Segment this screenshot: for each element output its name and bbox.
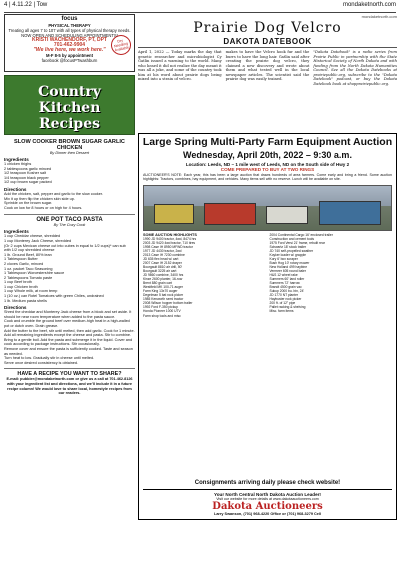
list-item: 2008 Wilson hopper bottom trailer xyxy=(143,301,193,306)
list-item: JD 9860 combine, 3400 hrs xyxy=(143,273,184,278)
ingredient-line: 2 cloves Garlic, minced xyxy=(4,261,44,266)
recipe-2-directions xyxy=(4,310,135,365)
article-title: Prairie Dog Velcro xyxy=(193,20,342,36)
auction-title: Large Spring Multi-Party Farm Equipment Auction xyxy=(142,136,393,148)
list-item: New Holland 499 haybine xyxy=(269,264,308,269)
right-column xyxy=(138,14,397,564)
focus-name: KRISTI WACHENDORF, PT, DPT xyxy=(31,37,107,43)
recipe-1-title: SLOW COOKER BROWN SUGAR GARLIC CHICKEN xyxy=(14,139,125,151)
ingredient-line: (Or 2 cups Mexican cheese cut into cubes in equal to 1/2 cups)* can sub xyxy=(4,243,126,248)
ingredient-line: 1 oz. packet Taco Seasoning xyxy=(4,266,53,271)
list-item: JD 1770 NT planter xyxy=(269,293,299,298)
list-item: 1992 Ford F-350 pickup xyxy=(143,305,179,310)
share-title: HAVE A RECIPE YOU WANT TO SHARE? xyxy=(17,371,122,378)
auction-list-right xyxy=(270,233,393,318)
focus-subtitle: PHYSICAL THERAPY xyxy=(48,23,91,28)
dry-needling-badge: Dry Needling Available xyxy=(109,33,133,57)
direction-line: Add all remaining ingredients except the cheese and pasta. Stir to combine. xyxy=(4,333,132,338)
banner-line-2: Recipes xyxy=(39,116,100,132)
direction-line: Cook on low for 8 hours or on high for 4 hours. xyxy=(4,205,83,210)
recipe-1-directions xyxy=(4,192,135,210)
list-item: Westfield MK 100-71 auger xyxy=(143,285,183,290)
list-item: Kory 6' box scraper xyxy=(269,256,298,261)
list-item: 1990 JD 9400 tractor, 4wd, 8474 hrs xyxy=(143,236,197,241)
article-body xyxy=(138,50,397,130)
auction-leader-line: Your North Central North Dakota Auction Leader! xyxy=(214,491,321,497)
list-item: Koyker loader w/ grapple xyxy=(269,252,306,257)
equipment-image-3 xyxy=(266,206,308,224)
list-item: 1975 Ford Versi 21' frame, rebuilt rear xyxy=(269,240,325,245)
direction-line: Shred the cheddar and Monterey Jack cheese from a block and set aside. It should be near room temperature when added to the pasta sauce. xyxy=(4,310,132,319)
list-item: 200 ft. of 12" pipe xyxy=(269,301,296,306)
direction-line: Remove cover and ensure the pasta is sufficiently cooked. Taste and season as needed. xyxy=(4,347,133,356)
list-item: 1985 Kenworth semi tractor xyxy=(143,297,184,302)
banner-line-1: Country Kitchen xyxy=(38,84,101,116)
country-kitchen-banner xyxy=(4,75,135,135)
list-item: Brandt 4500 grain vac xyxy=(269,285,302,290)
list-item: Farm shop tools and misc xyxy=(143,313,181,318)
list-item: H&S 12 wheel rake xyxy=(269,273,298,278)
direction-line: Bring to a gentle boil. Add the pasta and submerge it in the liquid. Cover and cook according to package instructions. Stir occasionally. xyxy=(4,337,133,347)
recipe-2-directions-label: Directions xyxy=(4,305,27,311)
equipment-image-1 xyxy=(154,204,194,224)
page-header-left: 4 | 4.11.22 | Tow xyxy=(4,2,48,8)
share-recipe-box xyxy=(4,368,135,395)
auction-website[interactable]: Visit our website for more details at www.dakotaauctioneers.com xyxy=(216,496,319,501)
auctioneer-note: AUCTIONEER'S NOTE: Each year, this has been a large auction that draws hundreds of area farmers. Come early and bring a friend. Some auction highlights: Tractors, combines, hay equipment, and vehicles. Many items sell with no reserve. Lunch will be available on site. xyxy=(143,173,392,182)
ingredient-line: 1/2 cup brown sugar packed xyxy=(4,180,52,185)
list-item: Bourgault 3225 air cart xyxy=(143,269,177,274)
share-body: E-mail: pubbier@mondaketnorth.com or give us a call at 701.462.8126 with your ingredient list and directions, and we'll include it in a future recipe column! We would love to share local, homestyle recipes from our readers. xyxy=(6,377,133,396)
list-item: Degelman 5 bat rock picker xyxy=(143,293,184,298)
direction-line: Mix it up then flip the chicken skin side up. xyxy=(4,196,75,201)
article-subtitle: DAKOTA DATEBOOK xyxy=(138,37,397,48)
list-item: Farm King 13x70 auger xyxy=(143,289,178,294)
ingredient-line: with 1/2 cup shredded cheese xyxy=(4,248,55,253)
list-item: Schwartz 18' stock trailer xyxy=(269,244,307,249)
list-item: Bush Hog 10' rotary mower xyxy=(269,260,310,265)
list-item: Bourgault 8810 air drill, 50' xyxy=(143,264,183,269)
ingredient-line: 1 chicken thighs xyxy=(4,162,32,166)
ingredient-line: 1 (10 oz.) can Rotel Tomatoes with green Chiles, undrained xyxy=(4,294,104,299)
recipe-2-ingredients-label: Ingredients xyxy=(4,229,29,235)
article-col-2: makes to have the Velcro hook fur and the burrs to have the long hair. Gatlin said after creating the prairie dog velcro, they claimed a new discovery and wrote about them and what tested well in the local newspaper articles. The scientist said the prairie dog was easily trained. xyxy=(225,50,310,81)
list-item: Brent 880 grain cart xyxy=(143,281,172,286)
focus-pt-ad xyxy=(4,14,135,72)
focus-phone: 701-462-9904 xyxy=(53,42,86,48)
focus-title: focus xyxy=(61,16,78,22)
company-logo: Dakota Auctioneers xyxy=(212,501,323,512)
ingredient-line: 1 cup Beef broth xyxy=(4,280,32,285)
ingredient-line: 1 Tablespoon Butter xyxy=(4,257,38,262)
list-item: 2007 Case IH 2152 draper xyxy=(143,260,182,265)
focus-facebook: facebook @focusPTwashburn xyxy=(41,58,98,63)
equipment-image-4 xyxy=(319,201,381,225)
ingredient-line: 1 lb. Ground Beef, 80% lean xyxy=(4,252,52,257)
direction-line: Turn heat to low. Gradually stir in cheese until melted. xyxy=(4,356,95,361)
list-item: JD 635 flex head w/ cart xyxy=(143,256,179,261)
list-item: Honda Pioneer 1000 UTV xyxy=(143,309,181,314)
ingredient-line: 1 cup Cheddar cheese, shredded xyxy=(4,234,61,239)
auction-location: Location: Leeds, ND – 1 mile west of Leeds, ND on the South side of Hwy 2 xyxy=(185,162,350,167)
list-item: Kinze 2600 planter, 16-row xyxy=(143,277,183,282)
auction-list-left xyxy=(143,233,266,318)
ingredient-line: 1 cup Whole milk, at room temp xyxy=(4,289,58,294)
list-item: 1998 Case IH 8950 MFWD tractor xyxy=(143,244,193,249)
list-item: Summers 72' harrow xyxy=(269,281,300,286)
list-item: Haybuster rock picker xyxy=(269,297,302,302)
ingredient-line: 1 cup Chicken broth xyxy=(4,284,38,289)
auction-ad xyxy=(138,133,397,520)
recipe-1-ingredients-label: Ingredients xyxy=(4,157,29,162)
masthead: mondaketnorth.com xyxy=(361,14,397,19)
ingredient-line: 2 tablespoons garlic minced xyxy=(4,166,52,171)
direction-line: Serve once desired consistency is obtained. xyxy=(4,360,79,365)
focus-hours: Treating all ages 7 to 107 with all types of physical therapy needs. xyxy=(8,28,131,33)
equipment-photo xyxy=(143,185,392,231)
list-item: 1977 JD 4430 tractor, 2wd xyxy=(143,248,182,253)
list-item: Misc. farm items xyxy=(269,309,294,314)
recipe-2-title: ONE POT TACO PASTA xyxy=(4,214,135,223)
ingredient-line: 2 Tablespoons Tomato paste xyxy=(4,275,53,280)
page-header-right: mondaketnorth.com xyxy=(342,2,396,8)
direction-line: Add the chicken, salt, pepper and garlic to the slow cooker. xyxy=(4,191,103,196)
list-item: JD 740 self-propelled swather xyxy=(269,248,314,253)
list-item: Summers 60' land roller xyxy=(269,277,305,282)
company-contact: Larry Swanson, (701) 968-4220 Office or (701) 968-3279 Cell xyxy=(214,512,321,516)
page-header xyxy=(4,2,396,13)
dakota-auctioneers-footer xyxy=(143,489,392,516)
focus-now: NOW OPEN AND SCHEDULING APPOINTMENTS! xyxy=(21,33,118,38)
list-item: Vermeer 605 round baler xyxy=(269,269,306,274)
ingredient-line: 1 Tablespoon Worcestershire sauce xyxy=(4,271,65,276)
recipe-1-byline: By Dinner then Dessert xyxy=(49,151,90,155)
consignments-note: Consignments arriving daily please check website! xyxy=(194,480,341,486)
recipe-2-byline: By The Cozy Cook xyxy=(53,223,86,228)
ingredient-line: 1 lb. Medium pasta shells xyxy=(4,298,47,303)
focus-address: M-F 8-5 by appointment xyxy=(46,53,93,58)
article-col-1: April 1, 2022 — Today marks the day that genetic researcher and microbiologist Cy Gatlin issued a warning to the world. Many who heard it did not realize the day meant it was all a joke, and some of the country took him at his word about prairie dogs being mixed into a strain of velcro. xyxy=(138,50,222,81)
equipment-image-2 xyxy=(204,203,256,225)
direction-line: Add the butter to the beef, stir until melted, then add garlic. Cook for 1 minute. xyxy=(4,328,135,333)
auction-date: Wednesday, April 20th, 2022 – 9:30 a.m. xyxy=(183,150,352,160)
focus-slogan: "We live here, we work here." xyxy=(33,47,106,53)
list-item: 2013 Case IH 7230 combine xyxy=(143,252,185,257)
left-column xyxy=(4,14,135,564)
recipe-1-directions-label: Directions xyxy=(4,186,27,192)
list-item: Sukup 2000 bu. bin, 24' xyxy=(269,289,305,294)
ingredient-line: 1/2 teaspoon Kosher salt xyxy=(4,171,47,176)
ingredient-line: 1 cup Monterey Jack Cheese, shredded xyxy=(4,238,72,243)
direction-line: Cook and crumble the ground beef over medium-high heat in a high-walled pot or dutch oven. Drain grease. xyxy=(4,319,130,329)
direction-line: Sprinkle on the brown sugar. xyxy=(4,201,53,206)
list-item: 2004 Continental Cargo 16' enclosed trailer xyxy=(269,232,333,237)
auction-come-prepared: COME PREPARED TO BUY AT TWO RINGS xyxy=(220,167,315,172)
recipe-1-ingredients xyxy=(4,162,135,185)
article-col-3: "Dakota Datebook" is a radio series from Prairie Public in partnership with the State Historical Society of North Dakota and with funding from the North Dakota Humanities Council. See all the Dakota Datebooks at prairiepublic.org, subscribe to the "Dakota Datebook" podcast, or buy the Dakota Datebook book at shopprairiepublic.org. xyxy=(313,50,398,86)
list-item: 2003 JD 9420 4wd tractor, 710 tires xyxy=(143,240,196,245)
list-header: SOME AUCTION HIGHLIGHTS xyxy=(143,232,197,237)
auction-lists xyxy=(139,233,396,318)
list-item: Pallet racking & shelving xyxy=(269,305,306,310)
ingredient-line: 1/4 teaspoon black pepper xyxy=(4,175,49,180)
list-item: Construction and cement tools xyxy=(269,236,315,241)
recipe-2-ingredients xyxy=(4,234,135,303)
